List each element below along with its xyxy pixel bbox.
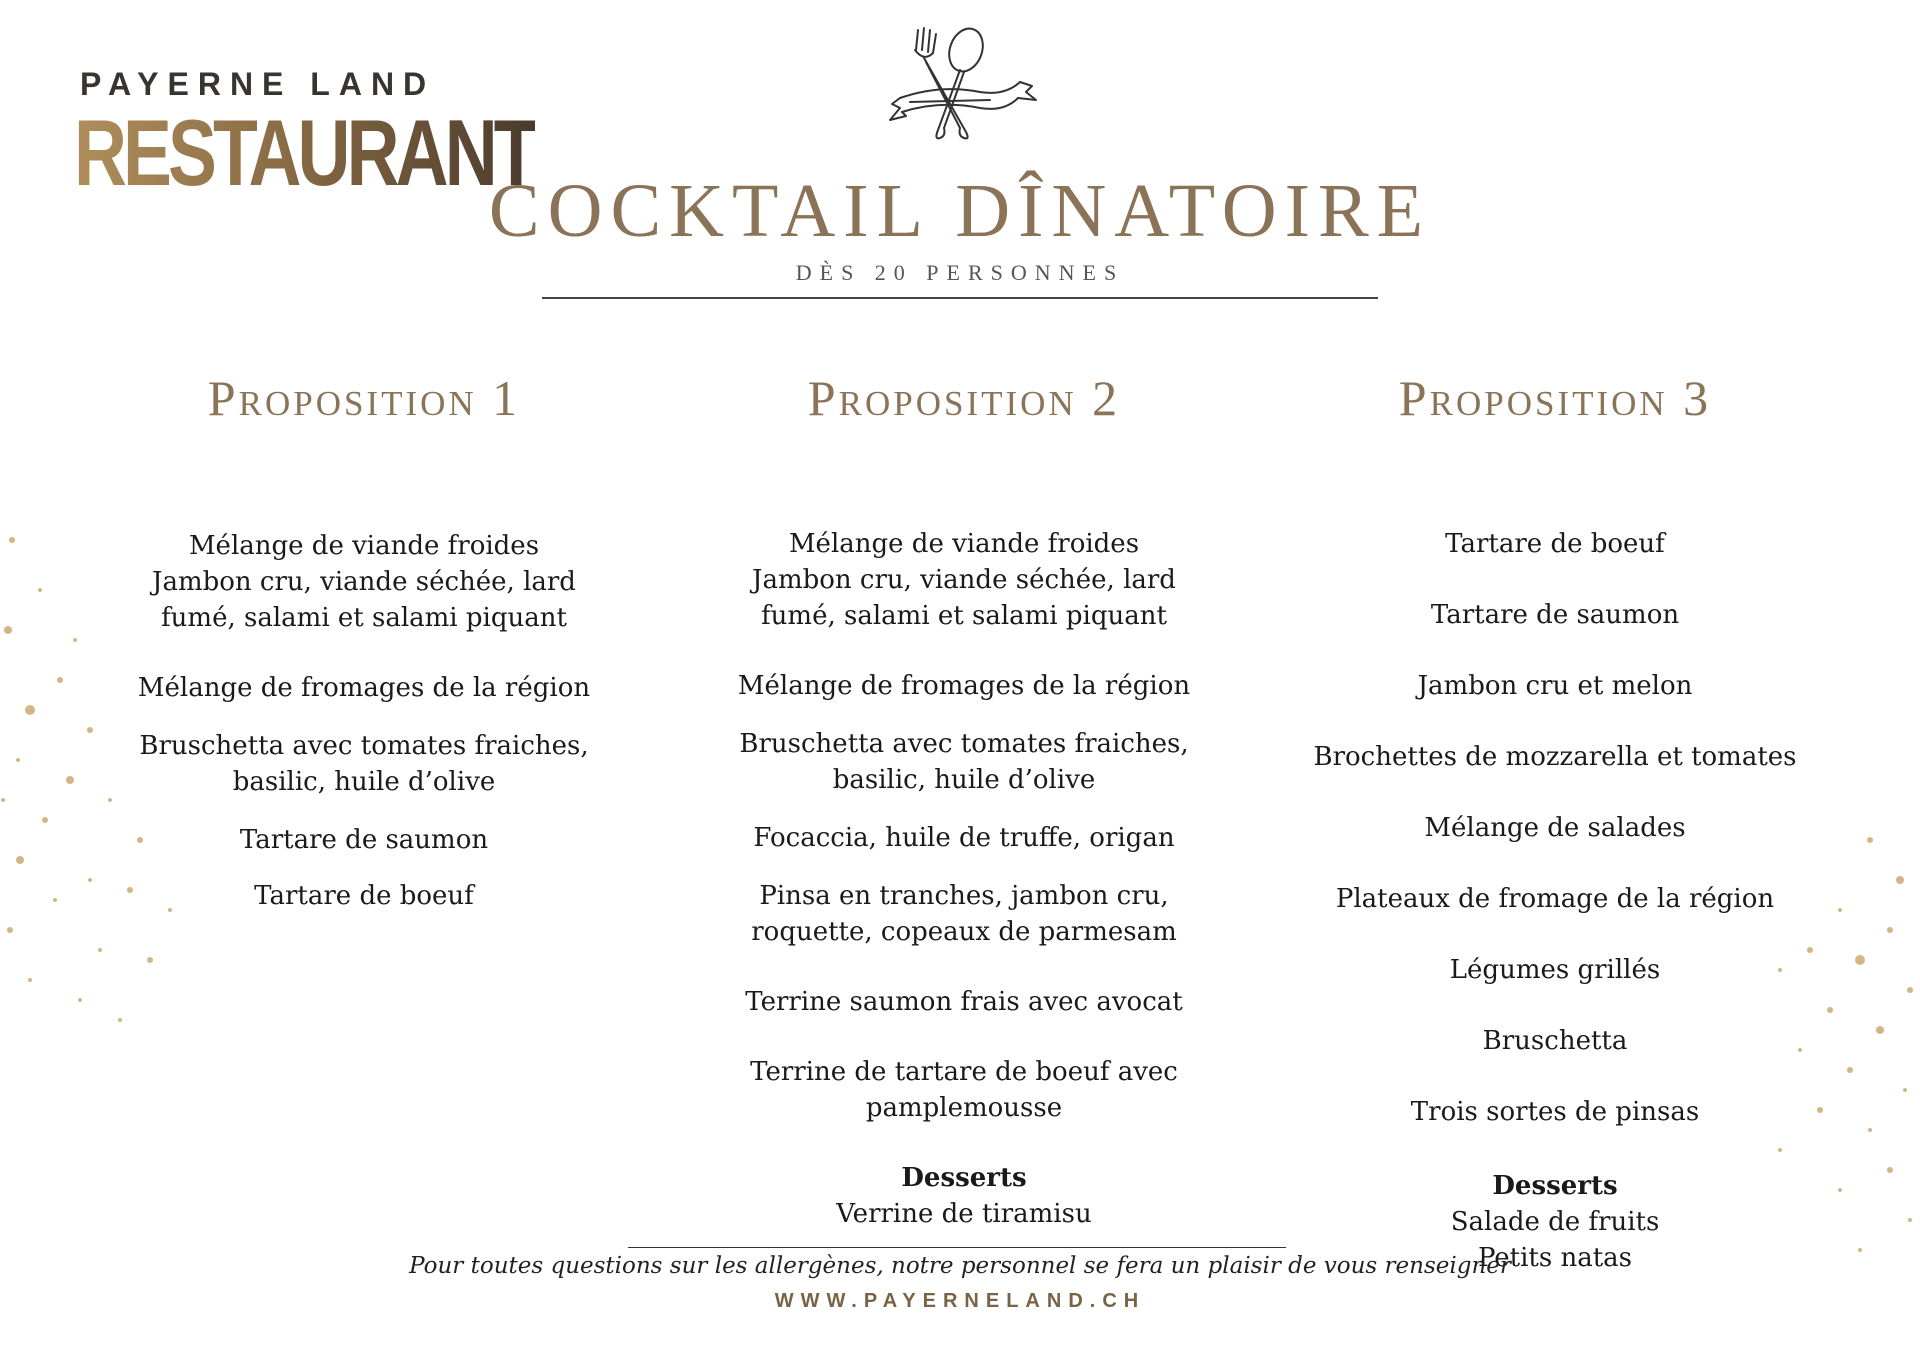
menu-item: Jambon cru et melon <box>1417 671 1693 701</box>
menu-item: Tartare de boeuf <box>254 881 474 911</box>
desserts-heading: Desserts <box>1492 1171 1618 1201</box>
website-link[interactable]: WWW.PAYERNELAND.CH <box>774 1290 1146 1312</box>
proposition-1 <box>84 370 644 914</box>
menu-item: Terrine saumon frais avec avocat <box>745 987 1183 1017</box>
header-divider <box>542 297 1378 299</box>
footer-divider <box>628 1247 1286 1248</box>
menu-item: Tartare de boeuf <box>1445 529 1665 559</box>
proposition-2 <box>684 370 1244 1232</box>
dessert-item: Verrine de tiramisu <box>836 1199 1092 1229</box>
menu-item: Mélange de fromages de la région <box>737 671 1191 701</box>
proposition-1-title: Proposition 1 <box>207 370 521 426</box>
dessert-item: Petits natas <box>1477 1243 1633 1273</box>
menu-item: Trois sortes de pinsas <box>1410 1097 1700 1127</box>
menu-item: Bruschetta avec tomates fraiches, basilic, huile d’olive <box>139 731 589 797</box>
menu-item: Focaccia, huile de truffe, origan <box>753 823 1175 853</box>
proposition-2-title: Proposition 2 <box>807 370 1121 426</box>
desserts-heading: Desserts <box>901 1163 1027 1193</box>
menu-item: Mélange de fromages de la région <box>137 673 591 703</box>
dessert-item: Salade de fruits <box>1450 1207 1660 1237</box>
menu-item: Plateaux de fromage de la région <box>1335 884 1775 914</box>
menu-item: Brochettes de mozzarella et tomates <box>1313 742 1797 772</box>
menu-item: Terrine de tartare de boeuf avec pamplemousse <box>750 1057 1178 1123</box>
cutlery-ribbon-icon <box>880 20 1040 145</box>
menu-item: Mélange de viande froides Jambon cru, viande séchée, lard fumé, salami et salami piquant <box>752 529 1176 631</box>
menu-item: Tartare de saumon <box>239 825 489 855</box>
proposition-3-title: Proposition 3 <box>1398 370 1712 426</box>
menu-item: Tartare de saumon <box>1430 600 1680 630</box>
allergen-note: Pour toutes questions sur les allergènes, notre personnel se fera un plaisir de vous renseigner <box>409 1253 1511 1279</box>
logo-top-text: PAYERNE LAND <box>80 66 436 102</box>
page-title: COCKTAIL DÎNATOIRE <box>488 169 1432 253</box>
menu-item: Mélange de salades <box>1424 813 1686 843</box>
page-subtitle: DÈS 20 PERSONNES <box>795 260 1125 285</box>
menu-item: Pinsa en tranches, jambon cru, roquette, copeaux de parmesam <box>751 881 1177 947</box>
proposition-3 <box>1275 370 1835 1276</box>
logo-main-text: RESTAURANT <box>74 100 535 205</box>
menu-item: Bruschetta <box>1482 1026 1628 1056</box>
menu-item: Mélange de viande froides Jambon cru, viande séchée, lard fumé, salami et salami piquant <box>152 531 576 633</box>
menu-item: Bruschetta avec tomates fraiches, basilic, huile d’olive <box>739 729 1189 795</box>
menu-item: Légumes grillés <box>1449 955 1661 985</box>
